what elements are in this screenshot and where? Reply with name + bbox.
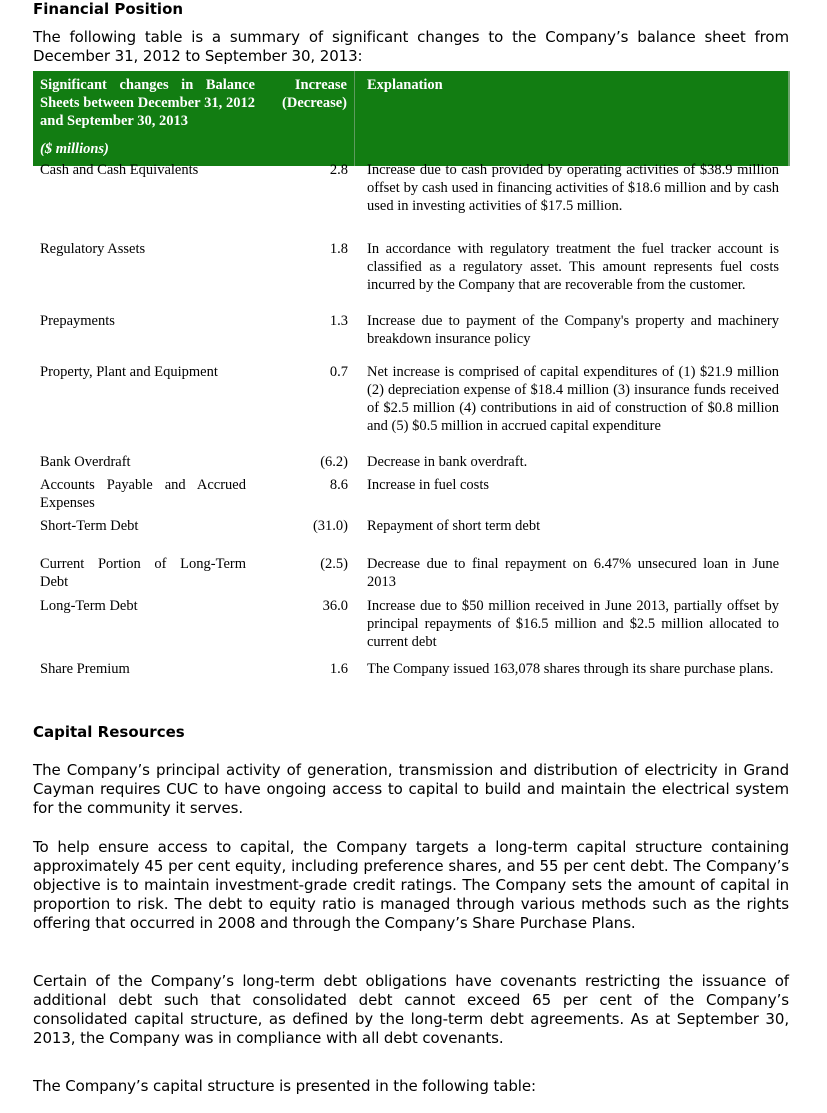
row-explanation: In accordance with regulatory treatment the fuel tracker account is classified as a regulatory asset. This amount represents fuel costs incurred by the Company that are recoverable from the customer. <box>367 241 779 293</box>
capital-resources-heading: Capital Resources <box>33 723 185 741</box>
row-item: Long-Term Debt <box>40 598 138 614</box>
row-change: 1.3 <box>329 313 348 329</box>
financial-position-intro: The following table is a summary of significant changes to the Company’s balance sheet from December 31, 2012 to September 30, 2013: <box>33 28 789 65</box>
row-change: 36.0 <box>322 598 348 614</box>
row-item: Short-Term Debt <box>40 518 139 534</box>
row-change: (6.2) <box>320 454 348 470</box>
header-units: ($ millions) <box>40 141 109 157</box>
row-explanation: Increase due to $50 million received in June 2013, partially offset by principal repayments of $16.5 million and $2.5 million allocated to current debt <box>367 598 779 650</box>
row-item: Property, Plant and Equipment <box>40 364 218 380</box>
row-change: (31.0) <box>312 518 348 534</box>
capital-resources-paragraph: The Company’s capital structure is presented in the following table: <box>33 1077 536 1095</box>
row-explanation: Repayment of short term debt <box>367 518 541 534</box>
row-explanation: Increase due to cash provided by operating activities of $38.9 million offset by cash used in financing activities of $18.6 million and by cash used in investing activities of $17.5 million. <box>367 162 779 214</box>
row-change: 1.8 <box>329 241 348 257</box>
row-item: Cash and Cash Equivalents <box>40 162 199 178</box>
row-change: 8.6 <box>329 477 348 493</box>
row-item: Prepayments <box>40 313 115 329</box>
row-change: 0.7 <box>329 364 348 380</box>
row-explanation: Increase due to payment of the Company's property and machinery breakdown insurance policy <box>367 313 779 347</box>
row-item: Current Portion of Long-Term Debt <box>40 556 246 590</box>
row-explanation: Decrease in bank overdraft. <box>367 454 528 470</box>
row-change: (2.5) <box>320 556 348 572</box>
header-col-explanation: Explanation <box>367 77 443 93</box>
row-change: 2.8 <box>329 162 348 178</box>
row-change: 1.6 <box>329 661 348 677</box>
balance-sheet-changes-table <box>33 71 790 677</box>
row-item: Accounts Payable and Accrued Expenses <box>40 477 246 511</box>
row-explanation: Net increase is comprised of capital expenditures of (1) $21.9 million (2) depreciation expense of $18.4 million (3) insurance funds received of $2.5 million (4) contributions in aid of construction of $0.8 million and (5) $0.5 million in accrued capital expenditure <box>367 364 779 434</box>
capital-resources-paragraph: To help ensure access to capital, the Company targets a long-term capital structure containing approximately 45 per cent equity, including preference shares, and 55 per cent debt. The Company’s objective is to maintain investment-grade credit ratings. The Company sets the amount of capital in proportion to risk. The debt to equity ratio is managed through various methods such as the rights offering that occurred in 2008 and through the Company’s Share Purchase Plans. <box>33 838 789 932</box>
row-explanation: Increase in fuel costs <box>367 477 489 493</box>
financial-position-heading: Financial Position <box>33 0 184 18</box>
row-explanation: Decrease due to final repayment on 6.47% unsecured loan in June 2013 <box>367 556 779 590</box>
row-item: Bank Overdraft <box>40 454 131 470</box>
header-divider <box>354 71 355 166</box>
capital-resources-paragraph: The Company’s principal activity of generation, transmission and distribution of electricity in Grand Cayman requires CUC to have ongoing access to capital to build and maintain the electrical system for the community it serves. <box>33 761 789 817</box>
capital-resources-paragraph: Certain of the Company’s long-term debt obligations have covenants restricting the issuance of additional debt such that consolidated debt cannot exceed 65 per cent of the Company’s consolidated capital structure, as defined by the long-term debt agreements. As at September 30, 2013, the Company was in compliance with all debt covenants. <box>33 972 789 1047</box>
row-item: Share Premium <box>40 661 130 677</box>
header-col-change: Increase (Decrease) <box>282 77 347 111</box>
table-header <box>33 71 790 166</box>
row-item: Regulatory Assets <box>40 241 146 257</box>
row-explanation: The Company issued 163,078 shares through its share purchase plans. <box>367 661 774 677</box>
header-col-item: Significant changes in Balance Sheets between December 31, 2012 and September 30, 2013 <box>40 77 255 129</box>
